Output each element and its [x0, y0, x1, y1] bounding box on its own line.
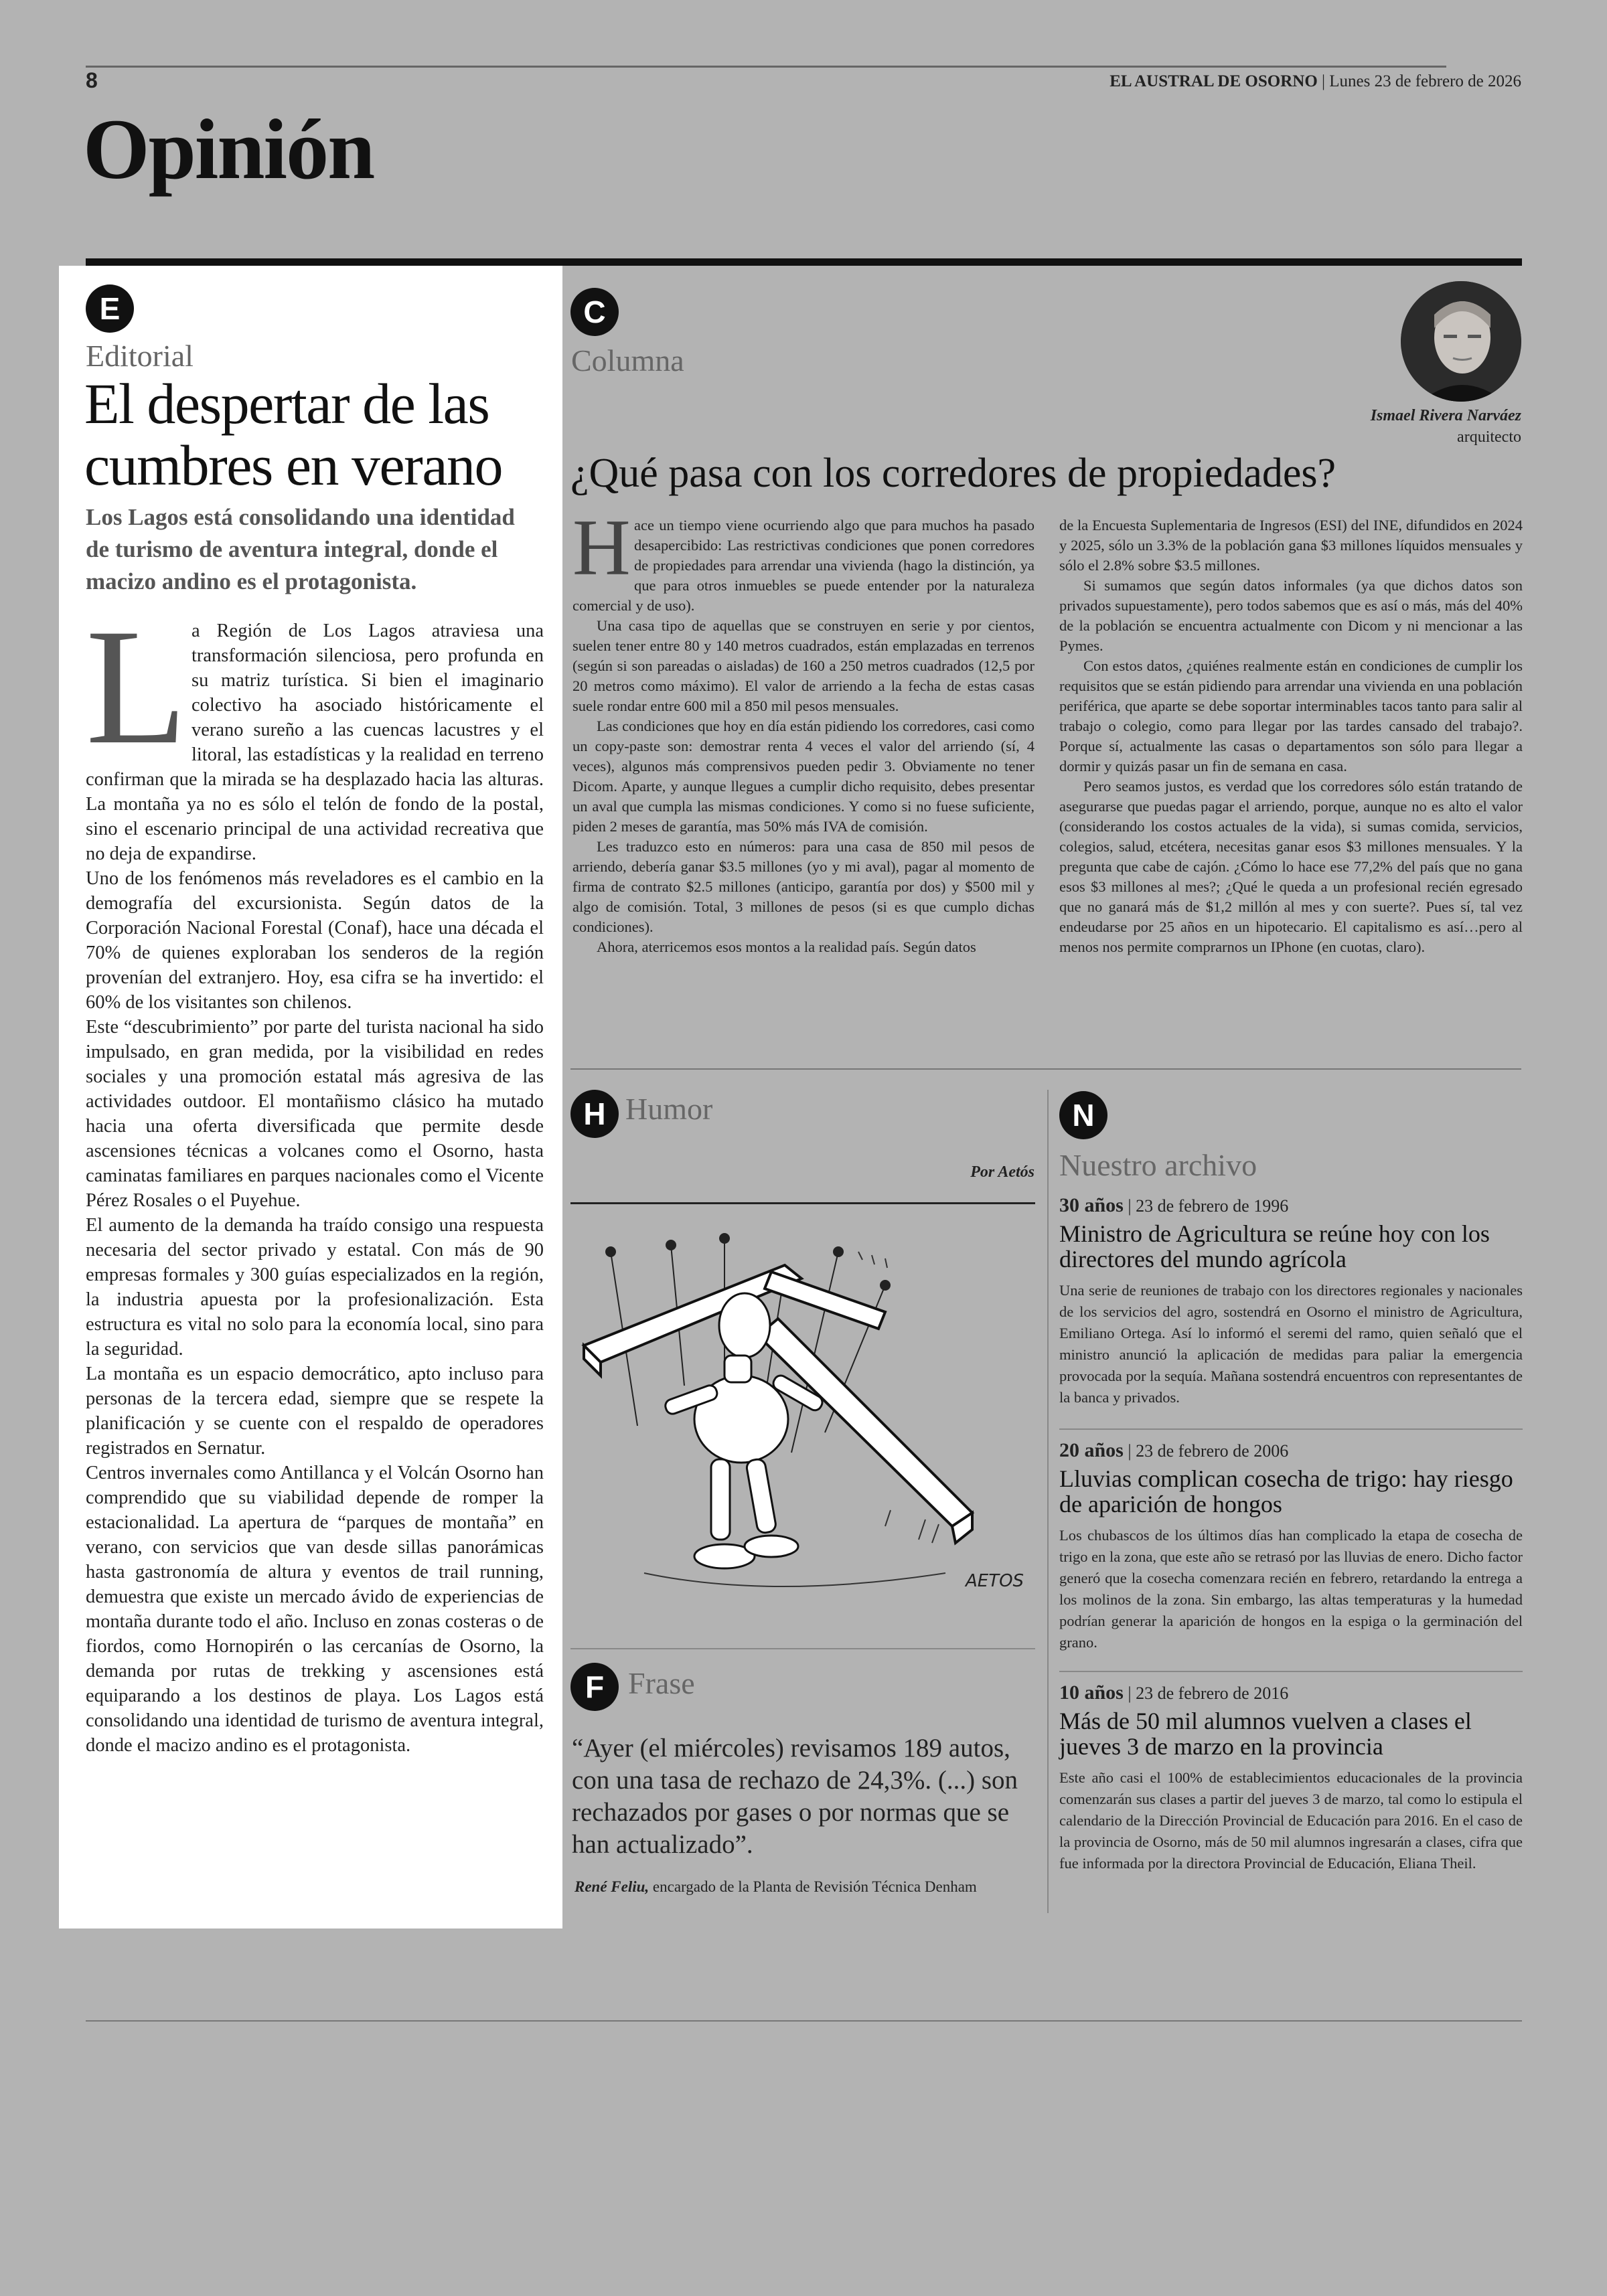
- archive-rule: [1059, 1428, 1523, 1430]
- humor-credit: Por Aetós: [970, 1163, 1035, 1181]
- editorial-paragraph: La montaña es un espacio democrático, apto incluso para personas de la tercera edad, siempre que se respete la planificación y se cuente con el respaldo de operadores registrados en Sernatur.: [86, 1364, 544, 1459]
- frase-quote: “Ayer (el miércoles) revisamos 189 autos, con una tasa de rechazo de 24,3%. (...) son rechazados por gases o por normas que se han actualizado”.: [572, 1734, 1018, 1859]
- column-drop-cap: H: [572, 503, 631, 592]
- column-paragraph: Si sumamos que según datos informales (ya que dichos datos son privados supuestamente), pero todos sabemos que es así o más, más del 40% de la población se encuentra actualmente con Dicom y ni mencionar a las Pymes.: [1059, 577, 1523, 654]
- archive-date: 23 de febrero de 2006: [1136, 1441, 1289, 1461]
- archive-label: Nuestro archivo: [1059, 1148, 1257, 1182]
- section-rule: [86, 258, 1522, 266]
- column-paragraph: Con estos datos, ¿quiénes realmente están en condiciones de cumplir los requisitos que se están pidiendo para arrendar una vivienda en una población periférica, que aparte se debe soportar interminables tacos tanto para salir al trabajo o colegio, como para llegar por las tardes cansado del trabajo?. Porque sí, actualmente las casas o departamentos son sólo para llegar a dormir y quizás pasar un fin de semana en casa.: [1059, 657, 1523, 774]
- header-rule: [86, 66, 1446, 68]
- editorial-paragraph: Este “descubrimiento” por parte del turista nacional ha sido impulsado, en gran medida, por la visibilidad en redes sociales y una promoción estatal más agresiva de las actividades outdoor. El montañismo clásico ha mutado hacia una oferta diversificada que permite desde ascensiones técnicas a volcanes como el Osorno, hasta caminatas familiares en parques nacionales como el Vicente Pérez Rosales o el Puyehue.: [86, 1017, 544, 1211]
- column-badge: C: [570, 288, 619, 336]
- archive-item-header: 10 años | 23 de febrero de 2016: [1059, 1682, 1289, 1704]
- archive-rule: [1059, 1671, 1523, 1672]
- author-photo: [1401, 281, 1521, 402]
- editorial-deck: Los Lagos está consolidando una identidad de turismo de aventura integral, donde el macizo andino es el protagonista.: [86, 504, 515, 594]
- editorial-paragraph: El aumento de la demanda ha traído consigo una respuesta necesaria del sector privado y estatal. Con más de 90 empresas formales y 300 guías especializados en la región, la industria apuesta por la profesionalización. Esta estructura es vital no solo para la economía local, sino para la seguridad.: [86, 1215, 544, 1360]
- editorial-badge: E: [86, 284, 134, 333]
- editorial-label: Editorial: [86, 339, 194, 373]
- archive-title: Lluvias complican cosecha de trigo: hay riesgo de aparición de hongos: [1059, 1465, 1513, 1518]
- archive-item: [1059, 1194, 1523, 1408]
- archive-years: 20 años: [1059, 1439, 1124, 1461]
- archive-years: 10 años: [1059, 1682, 1124, 1704]
- archive-date: 23 de febrero de 1996: [1136, 1196, 1289, 1216]
- archive-item-header: 20 años | 23 de febrero de 2006: [1059, 1439, 1289, 1461]
- column-paragraph: Les traduzco esto en números: para una casa de 850 mil pesos de arriendo, debería ganar $3.5 millones (yo y mi aval), pagar al momento de firma de contrato $2.5 millones (anticipo, garantía por dos) y $500 mil y algo de comisión. Total, 3 millones de pesos (si es que cumplo dichas condiciones).: [572, 838, 1035, 935]
- archive-body: Los chubascos de los últimos días han complicado la etapa de cosecha de trigo en la zona, que este año se retrasó por las lluvias de enero. Dicho factor generó que la cosecha comenzara recién en febrero, retardando la entrega a los molinos de la zona. Sin embargo, las altas temperaturas y la humedad podrían generar la aparición de hongos en la espiga o la germinación del grano.: [1059, 1527, 1523, 1651]
- masthead-separator: |: [1322, 72, 1330, 90]
- editorial-panel: [59, 266, 562, 1929]
- frase-attribution-role: encargado de la Planta de Revisión Técnica Denham: [652, 1878, 977, 1895]
- drop-cap: L: [86, 594, 187, 778]
- cartoon-illustration: [570, 1225, 1035, 1613]
- humor-label: Humor: [625, 1092, 713, 1126]
- page-number: 8: [86, 68, 98, 92]
- column-paragraph: Una casa tipo de aquellas que se construyen en serie y por cientos, suelen tener entre 80 y 140 metros cuadrados, están emplazadas en terrenos (según si son pareadas o aisladas) de 160 a 250 metros cuadrados (12,5 por 20 metros como máximo). El valor de arriendo a la fecha de estas casas suele rondar entre 600 mil a 850 mil pesos mensuales.: [572, 617, 1035, 714]
- archive-item: [1059, 1682, 1523, 1874]
- column-paragraph: ace un tiempo viene ocurriendo algo que para muchos ha pasado desapercibido: Las restrictivas condiciones que ponen corredores de propiedades para arrendar una vivienda (hago la distinción, ya que para otros inmuebles se puede entender por la naturaleza comercial y de uso).: [572, 517, 1035, 614]
- section-title: Opinión: [83, 102, 374, 197]
- archive-title: Más de 50 mil alumnos vuelven a clases el jueves 3 de marzo en la provincia: [1059, 1708, 1472, 1760]
- archive-body: Una serie de reuniones de trabajo con los directores regionales y nacionales de los servicios del agro, sostendrá en Osorno el ministro de Agricultura, Emiliano Ortega. Así lo informó el seremi del ramo, quien señaló que el ministro anunció la aplicación de medidas para paliar la emergencia provocada por la sequía. Mañana sostendrá encuentros con representantes de la banca y privados.: [1059, 1282, 1523, 1406]
- frase-badge: F: [570, 1663, 619, 1711]
- column-text-left: [572, 503, 1035, 957]
- humor-bottom-rule: [570, 1648, 1035, 1649]
- column-title: ¿Qué pasa con los corredores de propiedades?: [570, 450, 1336, 496]
- column-label: Columna: [571, 343, 684, 378]
- archive-item: [1059, 1439, 1523, 1653]
- column-author-role: arquitecto: [1457, 428, 1521, 446]
- column-paragraph: Ahora, aterricemos esos montos a la realidad país. Según datos: [597, 938, 976, 955]
- cartoon-puppet-cross-icon: [570, 1225, 1035, 1613]
- column-paragraph: Las condiciones que hoy en día están pidiendo los corredores, casi como un copy-paste son: demostrar renta 4 veces el valor del arriendo (sí, 4 veces), algunos más comprensivos pueden pedir 3. Obviamente no tener Dicom. Aparte, y aunque llegues a cumplir dicho requisito, debes presentar un aval que cumpla las mismas condiciones. Y como si no fuese suficiente, piden 2 meses de garantía, mas 50% más IVA de comisión.: [572, 718, 1035, 835]
- column-paragraph: de la Encuesta Suplementaria de Ingresos (ESI) del INE, difundidos en 2024 y 2025, sólo un 3.3% de la población gana $3 millones líquidos mensuales y sólo el 2.8% sobre $3.5 millones.: [1059, 517, 1523, 574]
- cartoon-signature: AETOS: [966, 1571, 1024, 1591]
- archive-item-header: 30 años | 23 de febrero de 1996: [1059, 1194, 1289, 1216]
- editorial-body: [86, 594, 544, 1758]
- editorial-paragraph: a Región de Los Lagos atraviesa una transformación silenciosa, pero profunda en su matriz turística. Si bien el imaginario colectivo ha asociado históricamente el verano sureño a las cuencas lacustres y el litoral, las estadísticas y la realidad en terreno confirman que la mirada se ha desplazado hacia las alturas. La montaña ya no es sólo el telón de fondo de la postal, sino el escenario principal de una actividad recreativa que no deja de expandirse.: [86, 621, 544, 864]
- footer-rule: [86, 2020, 1522, 2022]
- humor-badge: H: [570, 1090, 619, 1138]
- archive-years: 30 años: [1059, 1194, 1124, 1216]
- archive-title: Ministro de Agricultura se reúne hoy con los directores del mundo agrícola: [1059, 1220, 1490, 1273]
- column-author: Ismael Rivera Narváez: [1370, 407, 1521, 424]
- column-text-right: [1059, 515, 1523, 957]
- column-bottom-rule: [570, 1068, 1521, 1070]
- frase-label: Frase: [628, 1666, 695, 1700]
- author-portrait-icon: [1401, 281, 1521, 402]
- newspaper-name: EL AUSTRAL DE OSORNO: [1109, 72, 1318, 90]
- archive-body: Este año casi el 100% de establecimientos educacionales de la provincia comenzarán sus clases a partir del jueves 3 de marzo, tal como lo estipula el calendario de la Dirección Provincial de Educación para 2016. En el caso de la provincia de Osorno, más de 50 mil alumnos ingresarán a clases, cifra que fue informada por la directora Provincial de Educación, Eliana Theil.: [1059, 1769, 1523, 1872]
- editorial-paragraph: Centros invernales como Antillanca y el Volcán Osorno han comprendido que su viabilidad depende de romper la estacionalidad. La apertura de “parques de montaña” en verano, con servicios que van desde sillas panorámicas hasta gastronomía de altura y eventos de trail running, demuestra que existe un mercado ávido de experiencias de montaña durante todo el año. Incluso en zonas costeras o de fiordos, como Hornopirén o las cercanías de Osorno, la demanda por rutas de trekking y ascensiones está equiparando a los destinos de playa. Los Lagos está consolidando una identidad de turismo de aventura integral, donde el macizo andino es el protagonista.: [86, 1463, 544, 1756]
- vertical-divider: [1047, 1090, 1049, 1913]
- frase-attribution-name: René Feliu,: [575, 1878, 649, 1895]
- archive-badge: N: [1059, 1091, 1107, 1139]
- editorial-title: El despertar de las cumbres en verano: [84, 372, 502, 497]
- frase-attribution: [575, 1878, 1043, 1896]
- masthead: [1109, 72, 1521, 91]
- archive-date: 23 de febrero de 2016: [1136, 1684, 1289, 1703]
- issue-date: Lunes 23 de febrero de 2026: [1329, 72, 1521, 90]
- editorial-paragraph: Uno de los fenómenos más reveladores es el cambio en la demografía del excursionista. Según datos de la Corporación Nacional Forestal (Conaf), hace una década el 70% de quienes exploraban los senderos de la región provenían del extranjero. Hoy, esa cifra se ha invertido: el 60% de los visitantes son chilenos.: [86, 868, 544, 1013]
- humor-rule: [570, 1202, 1035, 1204]
- column-paragraph: Pero seamos justos, es verdad que los corredores sólo están tratando de asegurarse que puedas pagar el arriendo, porque, aunque no es alto el valor (considerando los costos actuales de la vida), si sumas comida, servicios, colegios, salud, etcétera, necesitas ganar esos $3 millones mensuales. Y la pregunta que cabe de cajón. ¿Cómo lo hace ese 77,2% del país que no gana esos $3 millones al mes?; ¿Qué le queda a un profesional recién egresado que no ganará más de $1,2 millón al mes y con suerte?. Pues sí, tal vez endeudarse por 25 años en un hipotecario. El capitalismo es así…pero al menos nos permite comprarnos un IPhone (en cuotas, claro).: [1059, 778, 1523, 955]
